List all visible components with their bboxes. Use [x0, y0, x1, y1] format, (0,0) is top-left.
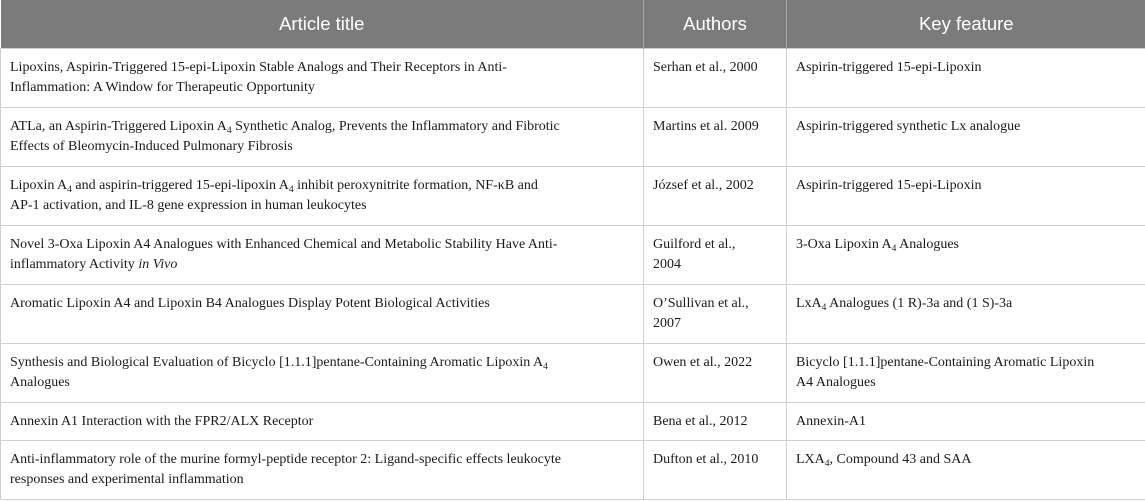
title-text: inflammatory Activity — [10, 257, 139, 272]
authors-line: 2004 — [653, 257, 681, 272]
feature-text: LxA — [796, 296, 822, 311]
feature-text: LXA — [796, 452, 825, 467]
cell-title — [1, 49, 644, 108]
subscript: 4 — [824, 459, 830, 469]
feature-text: 3-Oxa Lipoxin A — [796, 237, 892, 252]
title-line: Anti-inflammatory role of the murine formyl-peptide receptor 2: Ligand-specific effects leukocyte — [10, 452, 561, 467]
title-text: Synthetic Analog, Prevents the Inflammatory and Fibrotic — [231, 119, 560, 134]
cell-feature — [787, 344, 1145, 403]
cell-title — [1, 344, 644, 403]
title-line: responses and experimental inflammation — [10, 472, 244, 487]
title-text: Effects of Bleomycin-Induced Pulmonary Fibrosis — [10, 139, 293, 154]
cell-title — [1, 226, 644, 285]
subscript: 4 — [821, 303, 827, 313]
title-italic-text: in Vivo — [138, 257, 178, 272]
cell-feature — [787, 285, 1145, 344]
header-authors: Authors — [644, 0, 787, 49]
subscript: 4 — [226, 126, 232, 136]
cell-authors: Martins et al. 2009 — [644, 108, 787, 167]
feature-line: Bicyclo [1.1.1]pentane-Containing Aromatic Lipoxin — [796, 355, 1095, 370]
cell-title — [1, 441, 644, 500]
table-row — [1, 441, 1145, 500]
subscript: 4 — [288, 185, 294, 195]
cell-feature: Aspirin-triggered 15-epi-Lipoxin — [787, 167, 1145, 226]
table-row — [1, 167, 1145, 226]
title-text: AP-1 activation, and IL-8 gene expression in human leukocytes — [10, 198, 367, 213]
cell-authors: Serhan et al., 2000 — [644, 49, 787, 108]
title-line: Inflammation: A Window for Therapeutic Opportunity — [10, 80, 315, 95]
title-text: and aspirin-triggered 15-epi-lipoxin A — [71, 178, 289, 193]
feature-line: A4 Analogues — [796, 375, 876, 390]
table-header — [1, 0, 1145, 49]
cell-feature: Aspirin-triggered 15-epi-Lipoxin — [787, 49, 1145, 108]
cell-authors: Owen et al., 2022 — [644, 344, 787, 403]
authors-line: Guilford et al., — [653, 237, 736, 252]
header-article-title: Article title — [1, 0, 644, 49]
header-key-feature: Key feature — [787, 0, 1145, 49]
title-text: Lipoxin A — [10, 178, 68, 193]
table-row — [1, 403, 1145, 441]
title-text: ATLa, an Aspirin-Triggered Lipoxin A — [10, 119, 227, 134]
table-row — [1, 49, 1145, 108]
title-text: Novel 3-Oxa Lipoxin A4 Analogues with Enhanced Chemical and Metabolic Stability Have Anti- — [10, 237, 558, 252]
cell-authors: Bena et al., 2012 — [644, 403, 787, 441]
cell-authors — [644, 285, 787, 344]
feature-text: , Compound 43 and SAA — [829, 452, 972, 467]
title-text: Analogues — [10, 375, 70, 390]
cell-title: Annexin A1 Interaction with the FPR2/ALX Receptor — [1, 403, 644, 441]
table-row — [1, 344, 1145, 403]
subscript: 4 — [543, 362, 548, 372]
cell-title — [1, 167, 644, 226]
feature-text: Analogues — [896, 237, 960, 252]
authors-line: 2007 — [653, 316, 681, 331]
title-text: Synthesis and Biological Evaluation of Bicyclo [1.1.1]pentane-Containing Aromatic Lipoxin A — [10, 355, 544, 370]
cell-title — [1, 108, 644, 167]
table-row — [1, 226, 1145, 285]
cell-authors — [644, 226, 787, 285]
cell-feature — [787, 226, 1145, 285]
cell-authors: József et al., 2002 — [644, 167, 787, 226]
cell-feature: Aspirin-triggered synthetic Lx analogue — [787, 108, 1145, 167]
cell-feature — [787, 441, 1145, 500]
feature-text: Analogues (1 R)-3a and (1 S)-3a — [826, 296, 1013, 311]
title-text: inhibit peroxynitrite formation, NF-κB and — [293, 178, 538, 193]
subscript: 4 — [891, 244, 897, 254]
title-line: Lipoxins, Aspirin-Triggered 15-epi-Lipoxin Stable Analogs and Their Receptors in Anti- — [10, 60, 507, 75]
subscript: 4 — [67, 185, 72, 195]
cell-feature: Annexin-A1 — [787, 403, 1145, 441]
table-row — [1, 285, 1145, 344]
cell-authors: Dufton et al., 2010 — [644, 441, 787, 500]
table-row — [1, 108, 1145, 167]
cell-title: Aromatic Lipoxin A4 and Lipoxin B4 Analogues Display Potent Biological Activities — [1, 285, 644, 344]
authors-line: O’Sullivan et al., — [653, 296, 749, 311]
